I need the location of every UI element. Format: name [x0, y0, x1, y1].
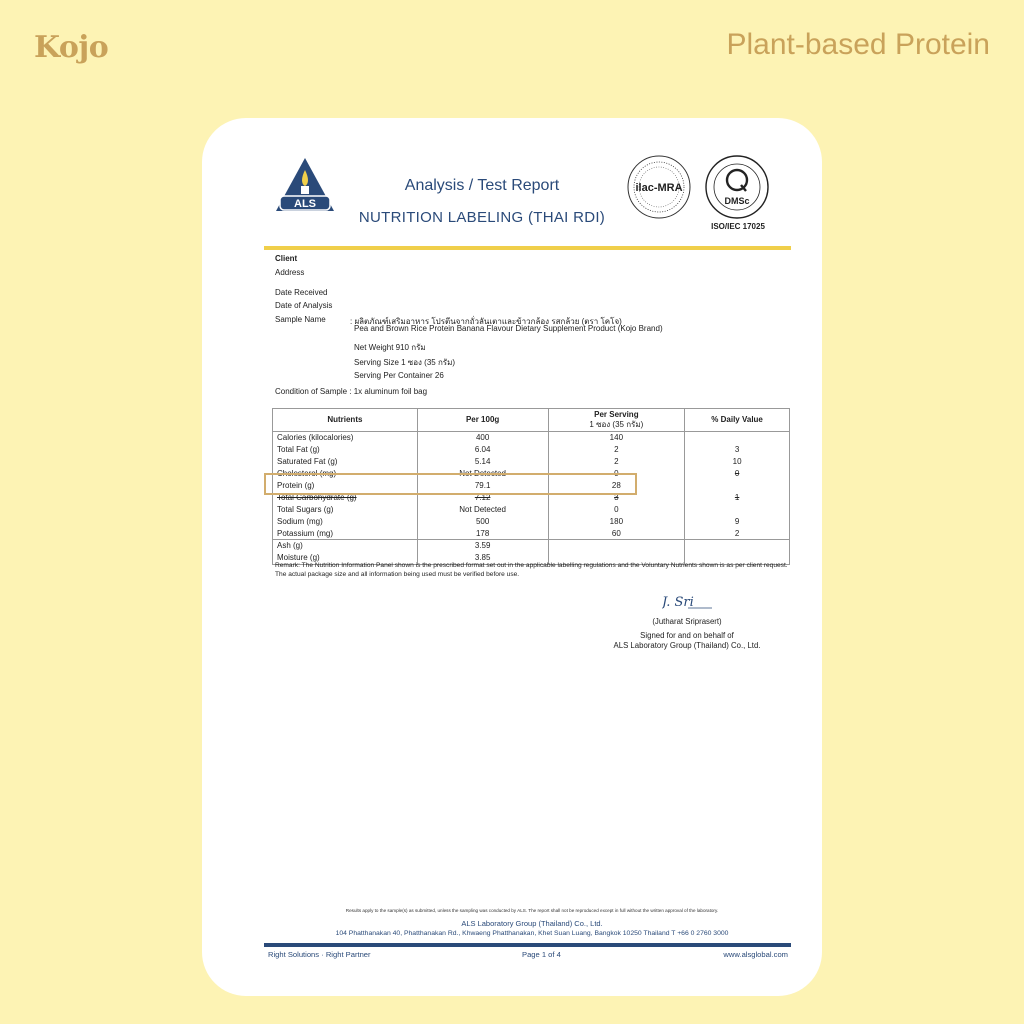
col-nutrients: Nutrients: [273, 409, 418, 432]
report-title: Analysis / Test Report: [404, 177, 560, 194]
nutrient-name: Moisture (g): [273, 552, 418, 564]
nutrient-name: Total Sugars (g): [273, 503, 418, 515]
footer-company: ALS Laboratory Group (Thailand) Co., Ltd.: [461, 919, 603, 928]
nutrient-name: Calories (kilocalories): [273, 432, 418, 444]
nutrient-name: Protein (g): [273, 480, 418, 492]
ilac-mra-seal: [626, 154, 692, 220]
per-serving-value: 3: [548, 491, 685, 503]
test-report-document: [202, 118, 822, 996]
per-100g-value: Not Detected: [417, 468, 548, 480]
dmsc-quality-seal: [704, 154, 770, 220]
per-serving-value: 0: [548, 468, 685, 480]
table-row: [273, 540, 790, 552]
table-row: [273, 432, 790, 444]
daily-value: 9: [685, 515, 790, 527]
sample-name-label: Sample Name: [275, 315, 326, 324]
serving-size: Serving Size 1 ซอง (35 กรัม): [354, 358, 456, 367]
date-analysis-label: Date of Analysis: [275, 301, 333, 310]
sample-condition: Condition of Sample : 1x aluminum foil bag: [275, 387, 428, 396]
per-100g-value: 6.04: [417, 444, 548, 456]
per-serving-value: 2: [548, 444, 685, 456]
table-row: [273, 527, 790, 539]
table-row: [273, 503, 790, 515]
remark-text: Remark: The Nutrition Information Panel shown is the prescribed format set out in the applicable labelling regulations and the Voluntary Nutrients shown is as per client request. The actual package size and all information being used must be verified before use.: [275, 562, 788, 578]
header-divider: [264, 246, 791, 250]
brand-logo: Kojo: [34, 30, 109, 65]
col-per-serving-sub: 1 ซอง (35 กรัม): [589, 420, 644, 429]
report-card: [202, 118, 822, 996]
signature-mark-text: J. Sri: [662, 595, 694, 610]
per-serving-value: 2: [548, 456, 685, 468]
col-daily-value: % Daily Value: [685, 409, 790, 432]
nutrient-name: Ash (g): [273, 540, 418, 552]
nutrient-name: Sodium (mg): [273, 515, 418, 527]
protein-highlight-box: [264, 473, 637, 495]
nutrient-name: Total Fat (g): [273, 444, 418, 456]
signature-line-1: Signed for and on behalf of: [640, 631, 734, 640]
signatory-name: (Jutharat Sriprasert): [652, 617, 722, 626]
per-serving-value: 0: [548, 503, 685, 515]
daily-value: [685, 540, 790, 552]
col-per-100g: Per 100g: [417, 409, 548, 432]
table-row: [273, 515, 790, 527]
sample-name-thai: : ผลิตภัณฑ์เสริมอาหาร โปรตีนจากถั่วลันเตาและข้าวกล้อง รสกล้วย (ตรา โคโจ): [350, 317, 622, 326]
iso-certification: ISO/IEC 17025: [711, 222, 765, 231]
table-row: [273, 456, 790, 468]
nutrient-name: Total Carbohydrate (g): [273, 491, 418, 503]
per-serving-value: 180: [548, 515, 685, 527]
daily-value: 2: [685, 527, 790, 539]
footer-page-number: Page 1 of 4: [522, 950, 561, 959]
daily-value: 10: [685, 456, 790, 468]
per-100g-value: 5.14: [417, 456, 548, 468]
per-serving-value: [548, 540, 685, 552]
daily-value: [685, 432, 790, 444]
per-100g-value: 3.85: [417, 552, 548, 564]
date-received-label: Date Received: [275, 288, 328, 297]
per-100g-value: 7.12: [417, 491, 548, 503]
net-weight: Net Weight 910 กรัม: [354, 343, 426, 352]
ilac-mra-text: ilac-MRA: [635, 182, 683, 194]
nutrient-name: Saturated Fat (g): [273, 456, 418, 468]
footer-disclaimer: Results apply to the sample(s) as submitted, unless the sampling was conducted by ALS. The report shall not be reproduced except in full without the written approval of the laboratory.: [345, 908, 719, 913]
col-per-serving: [548, 409, 685, 432]
per-100g-value: 3.59: [417, 540, 548, 552]
serving-per-container: Serving Per Container 26: [354, 371, 444, 380]
nutrient-name: Potassium (mg): [273, 527, 418, 539]
report-subtitle: NUTRITION LABELING (THAI RDI): [358, 209, 606, 226]
per-serving-value: 60: [548, 527, 685, 539]
per-100g-value: 79.1: [417, 480, 548, 492]
sample-name-english: Pea and Brown Rice Protein Banana Flavour Dietary Supplement Product (Kojo Brand): [354, 324, 663, 333]
table-header-row: [273, 409, 790, 432]
per-serving-value: 140: [548, 432, 685, 444]
footer-slogan: Right Solutions · Right Partner: [268, 950, 371, 959]
daily-value: [685, 503, 790, 515]
table-row: [273, 444, 790, 456]
daily-value: [685, 480, 790, 492]
per-100g-value: 400: [417, 432, 548, 444]
address-label: Address: [275, 268, 305, 277]
client-label: Client: [275, 254, 298, 263]
daily-value: 3: [685, 444, 790, 456]
per-100g-value: Not Detected: [417, 503, 548, 515]
footer-website: www.alsglobal.com: [723, 950, 788, 959]
per-100g-value: 178: [417, 527, 548, 539]
brand-tagline: Plant-based Protein: [726, 28, 990, 61]
daily-value: 0: [685, 468, 790, 480]
per-100g-value: 500: [417, 515, 548, 527]
daily-value: 1: [685, 491, 790, 503]
signature-line-2: ALS Laboratory Group (Thailand) Co., Ltd.: [613, 641, 761, 650]
col-per-serving-title: Per Serving: [594, 410, 639, 419]
signature-mark: [662, 593, 714, 611]
als-logo-text: ALS: [294, 198, 316, 210]
nutrient-name: Cholesterol (mg): [273, 468, 418, 480]
als-logo: [274, 156, 336, 214]
footer-address: 104 Phatthanakan 40, Phatthanakan Rd., Khwaeng Phatthanakan, Khet Suan Luang, Bangkok 10250 Thailand T +66 0 2760 3000: [335, 930, 729, 937]
per-serving-value: 28: [548, 480, 685, 492]
dmsc-text: DMSc: [724, 196, 750, 206]
footer-divider: [264, 943, 791, 947]
